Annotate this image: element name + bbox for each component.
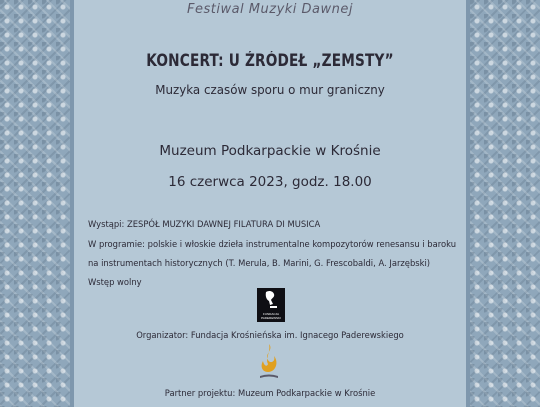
pianist-silhouette-icon [257,288,285,314]
foundation-logo-text: FUNDACJA PADEREWSKI [261,312,281,320]
program-line-1: W programie: polskie i włoskie dzieła instrumentalne kompozytorów renesansu i baroku [88,239,457,249]
organizer-line: Organizator: Fundacja Krośnieńska im. Ignacego Paderewskiego [136,330,404,340]
program-line-2: na instrumentach historycznych (T. Merula, B. Marini, G. Frescobaldi, A. Jarzębski) [88,258,431,268]
concert-title: KONCERT: U ŹRÓDEŁ „ZEMSTY” [146,51,394,70]
event-datetime: 16 czerwca 2023, godz. 18.00 [168,174,372,190]
concert-subtitle: Muzyka czasów sporu o mur graniczny [155,82,385,97]
entry-info: Wstęp wolny [88,277,142,287]
paderewski-foundation-logo [257,288,285,322]
partner-line: Partner projektu: Muzeum Podkarpackie w Krośnie [164,388,376,398]
venue-name: Muzeum Podkarpackie w Krośnie [159,143,381,159]
festival-header: Festiwal Muzyki Dawnej [186,2,353,17]
museum-flame-logo-icon [254,342,284,382]
performers-line: Wystąpi: ZESPÓŁ MUZYKI DAWNEJ FILATURA DI MUSICA [88,219,321,229]
